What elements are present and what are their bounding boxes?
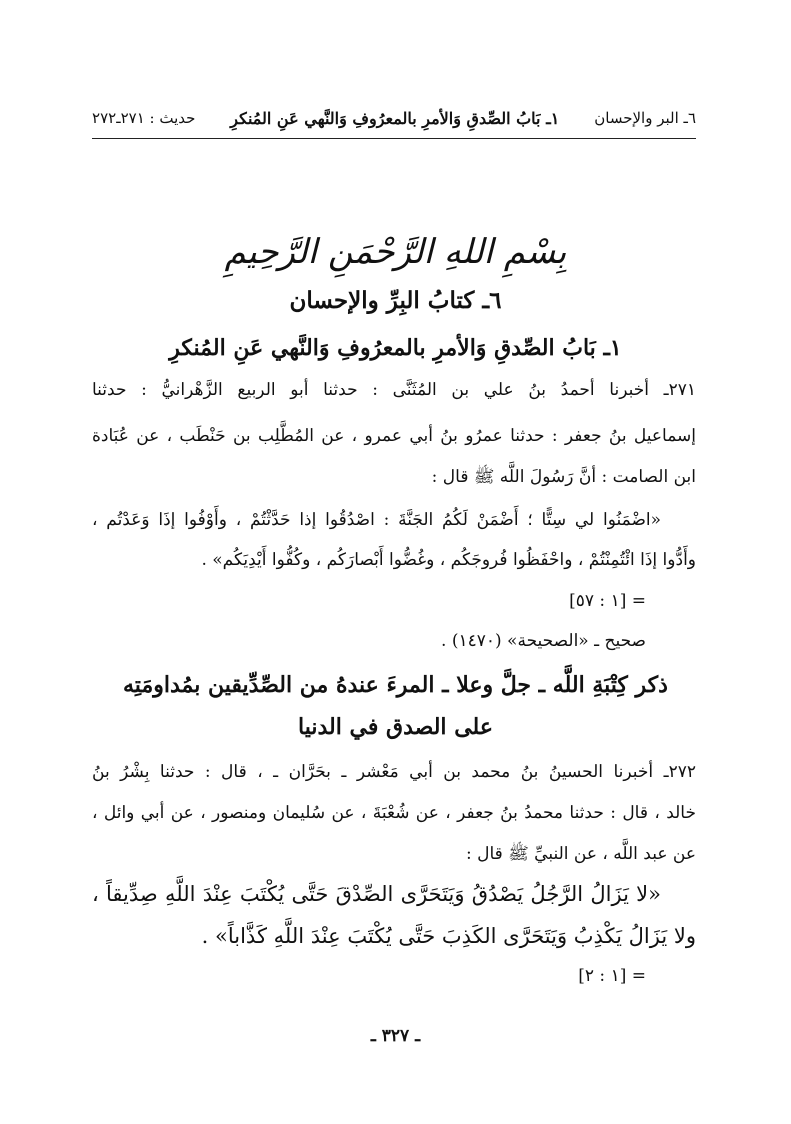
header-book-name: ٦ـ البر والإحسان — [594, 109, 696, 127]
hadith-271-matn-line-2: وأَدُّوا إذَا ائْتُمِنْتُمْ ، واحْفَظُوا فُروجَكُم ، وغُضُّوا أَبْصارَكُم ، وكُفُّوا أَيْدِيَكُم» . — [201, 550, 696, 570]
section-title-line-1: ذكر كِتْبَةِ اللَّه ـ جلَّ وعلا ـ المرءَ عندهُ من الصِّدِّيقين بمُداومَتِه — [123, 672, 668, 698]
hadith-271-isnad-line-2: إسماعيل بنُ جعفر : حدثنا عمرُو بنُ أبي عمرو ، عن المُطَّلِب بن حَنْطَب ، عن عُبَادة — [92, 426, 696, 446]
hadith-271-isnad-line-1: ٢٧١ـ أخبرنا أحمدُ بنُ علي بن المُثَنَّى : حدثنا أبو الربيع الزَّهْرانيُّ : حدثنا — [92, 380, 696, 400]
header-hadith-range: حديث : ٢٧١ـ٢٧٢ — [92, 109, 196, 127]
header-rule — [92, 138, 696, 139]
hadith-272-reference: = [١ : ٢] — [578, 966, 646, 986]
hadith-271-verdict: صحيح ـ «الصحيحة» (١٤٧٠) . — [441, 631, 646, 651]
page-number: ـ ٣٢٧ ـ — [370, 1026, 421, 1046]
basmala-calligraphy: بِسْمِ اللهِ الرَّحْمَنِ الرَّحِيمِ — [224, 232, 567, 272]
book-title: ٦ـ كتابُ البِرِّ والإحسان — [289, 287, 502, 314]
chapter-title: ١ـ بَابُ الصِّدقِ وَالأمرِ بالمعرُوفِ وَالنَّهي عَنِ المُنكرِ — [169, 335, 622, 361]
running-header — [92, 106, 696, 130]
hadith-271-reference: = [١ : ٥٧] — [569, 591, 646, 611]
hadith-271-isnad-line-3: ابن الصامت : أنَّ رَسُولَ اللَّه ﷺ قال : — [431, 467, 696, 487]
header-chapter-name: ١ـ بَابُ الصِّدقِ وَالأمرِ بالمعرُوفِ وَالنَّهي عَنِ المُنكرِ — [230, 108, 560, 128]
hadith-272-matn-line-2: ولا يَزَالُ يَكْذِبُ وَيَتَحَرَّى الكَذِبَ حَتَّى يُكْتَبَ عِنْدَ اللَّهِ كَذَّاباً» . — [201, 924, 696, 948]
hadith-272-matn-line-1: «لا يَزَالُ الرَّجُلُ يَصْدُقُ وَيَتَحَرَّى الصِّدْقَ حَتَّى يُكْتَبَ عِنْدَ اللَّهِ صِدِّيقاً ، — [92, 882, 661, 906]
hadith-271-matn-line-1: «اضْمَنُوا لي سِتًّا ؛ أَضْمَنْ لَكُمُ الجَنَّةَ : اصْدُقُوا إذا حَدَّثْتُمْ ، وأَوْفُوا إذَا وَعَدْتُم ، — [92, 510, 661, 530]
hadith-272-isnad-line-1: ٢٧٢ـ أخبرنا الحسينُ بنُ محمد بن أبي مَعْشر ـ بحَرَّان ـ ، قال : حدثنا بِشْرُ بنُ — [92, 762, 696, 782]
section-title-line-2: على الصدق في الدنيا — [298, 714, 493, 740]
hadith-272-isnad-line-2: خالد ، قال : حدثنا محمدُ بنُ جعفر ، عن شُعْبَةَ ، عن سُليمان ومنصور ، عن أبي وائل ، — [92, 803, 696, 823]
hadith-272-isnad-line-3: عن عبد اللَّه ، عن النبيِّ ﷺ قال : — [466, 844, 696, 864]
